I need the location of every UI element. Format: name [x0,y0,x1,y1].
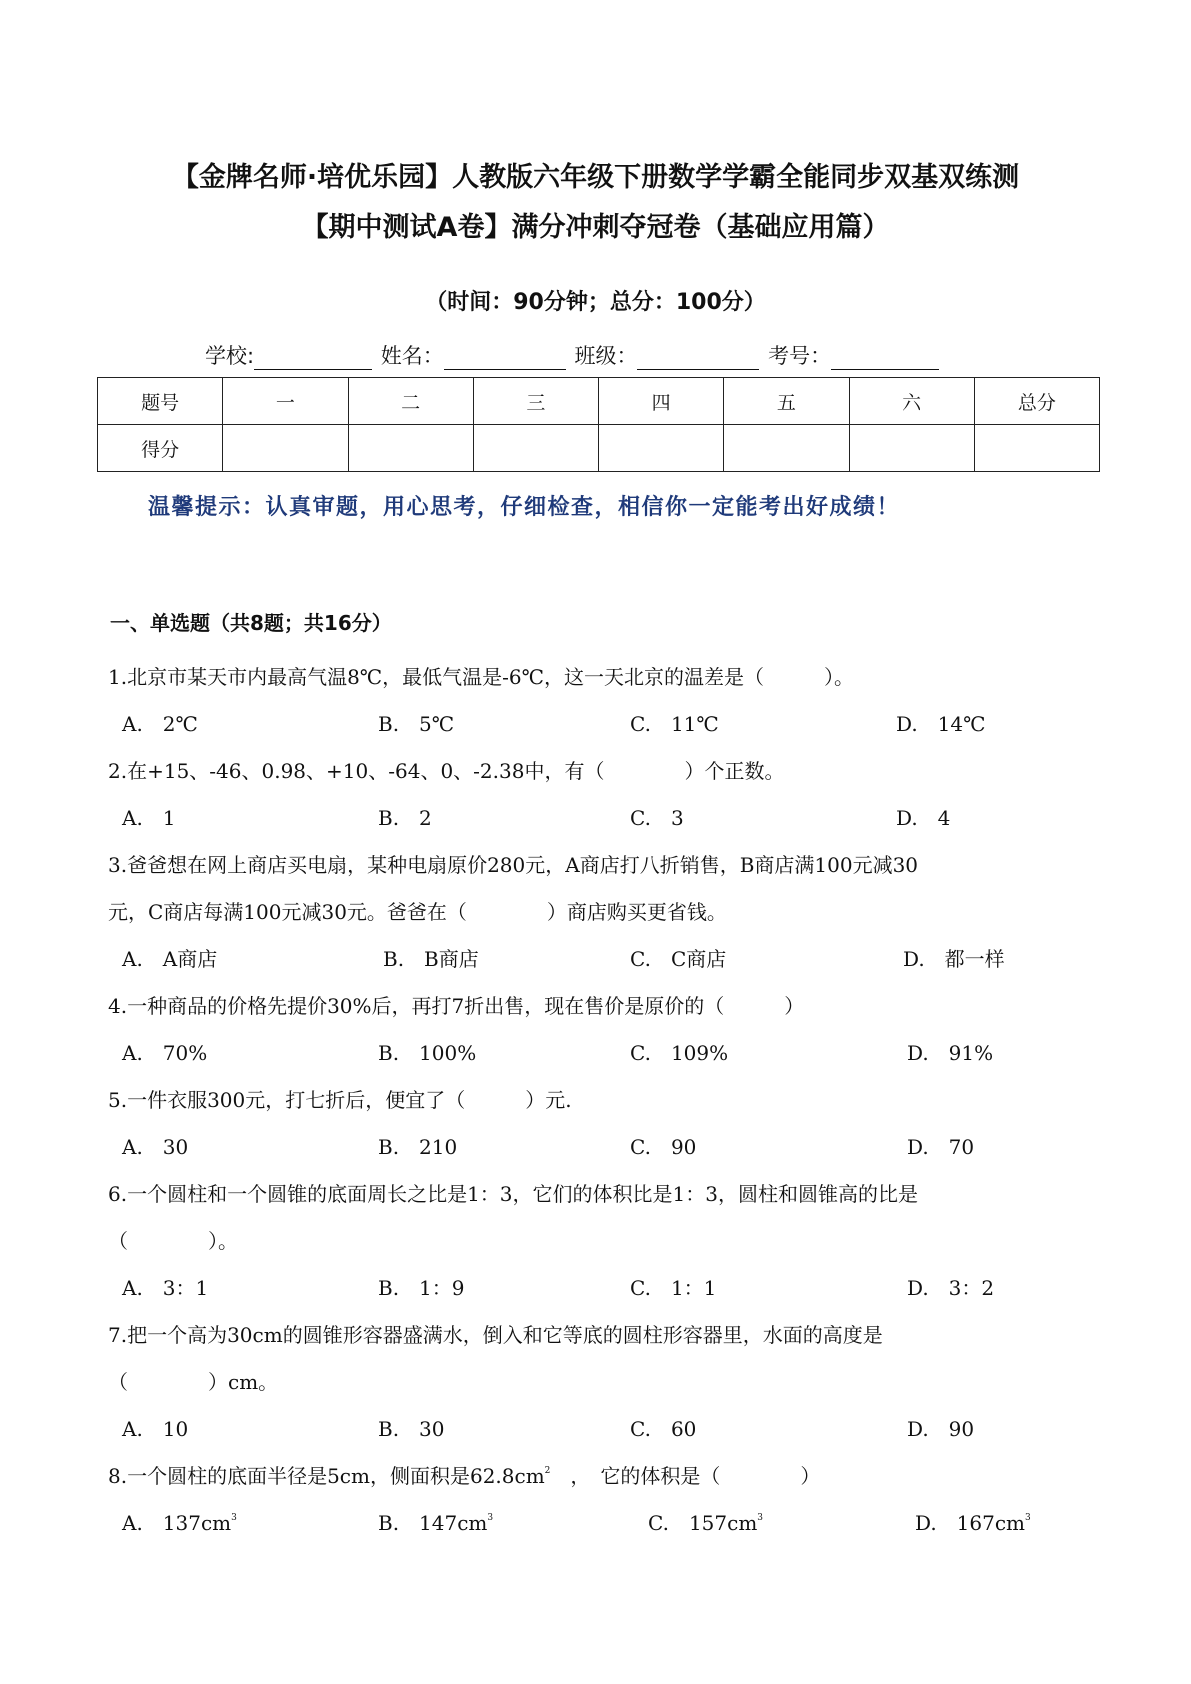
document-subtitle: 【期中测试A卷】满分冲刺夺冠卷（基础应用篇） [301,212,890,243]
option-1b[interactable]: B. 5℃ [378,712,455,736]
option-6a[interactable]: A. 3：1 [122,1276,209,1300]
score-cell[interactable] [599,425,724,472]
option-4d[interactable]: D. 91% [907,1041,994,1065]
question-1: 1.北京市某天市内最高气温8℃，最低气温是-6℃，这一天北京的温差是（ ）。 [108,665,855,689]
superscript: 3 [231,1513,237,1523]
option-6c[interactable]: C. 1：1 [630,1276,717,1300]
question-3-line-1: 3.爸爸想在网上商店买电扇，某种电扇原价280元，A商店打八折销售，B商店满100元减30 [108,853,919,877]
question-8-text: 8.一个圆柱的底面半径是5cm，侧面积是62.8cm [108,1464,545,1488]
class-label: 班级： [574,344,638,368]
school-label: 学校: [205,344,255,368]
question-8-text-end: ， 它的体积是（ ） [550,1464,821,1488]
superscript: 2 [544,1466,551,1476]
option-8a[interactable] [122,1507,237,1536]
option-8b[interactable] [378,1507,493,1536]
table-cell: 题号 [98,378,223,425]
option-7c[interactable]: C. 60 [630,1417,697,1441]
name-field[interactable] [444,347,566,370]
superscript: 3 [757,1513,764,1523]
score-table-score-row [98,425,1100,472]
option-text: B. 147cm [378,1511,488,1535]
option-5c[interactable]: C. 90 [630,1135,697,1159]
option-7b[interactable]: B. 30 [378,1417,445,1441]
option-1c[interactable]: C. 11℃ [630,712,719,736]
question-5: 5.一件衣服300元，打七折后，便宜了（ ）元. [108,1088,572,1112]
question-8 [108,1460,820,1489]
score-table-header-row [98,378,1100,425]
option-2b[interactable]: B. 2 [378,806,432,830]
superscript: 3 [1025,1513,1031,1523]
question-4: 4.一种商品的价格先提价30%后，再打7折出售，现在售价是原价的（ ） [108,994,805,1018]
option-6b[interactable]: B. 1：9 [378,1276,465,1300]
option-4c[interactable]: C. 109% [630,1041,729,1065]
option-2c[interactable]: C. 3 [630,806,684,830]
option-4a[interactable]: A. 70% [122,1041,208,1065]
option-3b[interactable]: B. B商店 [383,947,479,971]
score-cell[interactable] [473,425,598,472]
option-5b[interactable]: B. 210 [378,1135,458,1159]
score-cell[interactable] [724,425,849,472]
question-7-line-1: 7.把一个高为30cm的圆锥形容器盛满水，倒入和它等底的圆柱形容器里，水面的高度是 [108,1323,883,1347]
option-2a[interactable]: A. 1 [122,806,176,830]
option-2d[interactable]: D. 4 [896,806,951,830]
question-7-line-2: （ ）cm。 [108,1370,279,1394]
option-text: D. 167cm [915,1511,1026,1535]
option-7d[interactable]: D. 90 [907,1417,975,1441]
score-table [97,377,1100,472]
school-field[interactable] [254,347,372,370]
time-info: （时间：90分钟；总分：100分） [425,290,766,315]
table-cell: 二 [348,378,473,425]
score-cell[interactable] [348,425,473,472]
exam-number-field[interactable] [831,347,939,370]
table-cell: 三 [473,378,598,425]
student-info-line [205,340,941,370]
superscript: 3 [487,1513,494,1523]
document-title: 【金牌名师·培优乐园】人教版六年级下册数学学霸全能同步双基双练测 [171,162,1020,193]
option-text: A. 137cm [122,1511,232,1535]
table-cell: 五 [724,378,849,425]
question-6-line-2: （ ）。 [108,1229,238,1253]
question-2: 2.在+15、-46、0.98、+10、-64、0、-2.38中，有（ ）个正数。 [108,759,785,783]
table-cell: 得分 [98,425,223,472]
option-1d[interactable]: D. 14℃ [896,712,986,736]
option-7a[interactable]: A. 10 [122,1417,189,1441]
option-8d[interactable] [915,1507,1031,1536]
option-6d[interactable]: D. 3：2 [907,1276,995,1300]
class-field[interactable] [637,347,759,370]
option-3d[interactable]: D. 都一样 [903,947,1005,971]
option-5a[interactable]: A. 30 [122,1135,189,1159]
table-cell: 四 [599,378,724,425]
option-8c[interactable] [648,1507,763,1536]
table-cell: 总分 [974,378,1099,425]
question-6-line-1: 6.一个圆柱和一个圆锥的底面周长之比是1：3，它们的体积比是1：3，圆柱和圆锥高的比是 [108,1182,918,1206]
option-3c[interactable]: C. C商店 [630,947,727,971]
score-cell[interactable] [223,425,348,472]
question-3-line-2: 元，C商店每满100元减30元。爸爸在（ ）商店购买更省钱。 [108,900,727,924]
table-cell: 一 [223,378,348,425]
option-4b[interactable]: B. 100% [378,1041,477,1065]
option-3a[interactable]: A. A商店 [122,947,218,971]
option-5d[interactable]: D. 70 [907,1135,975,1159]
reminder-tip: 温馨提示：认真审题，用心思考，仔细检查，相信你一定能考出好成绩！ [148,495,901,520]
option-1a[interactable]: A. 2℃ [122,712,198,736]
exam-number-label: 考号： [768,344,832,368]
table-cell: 六 [849,378,974,425]
option-text: C. 157cm [648,1511,758,1535]
score-cell[interactable] [974,425,1099,472]
section-heading: 一、单选题（共8题；共16分） [110,611,392,635]
score-cell[interactable] [849,425,974,472]
name-label: 姓名： [380,344,444,368]
